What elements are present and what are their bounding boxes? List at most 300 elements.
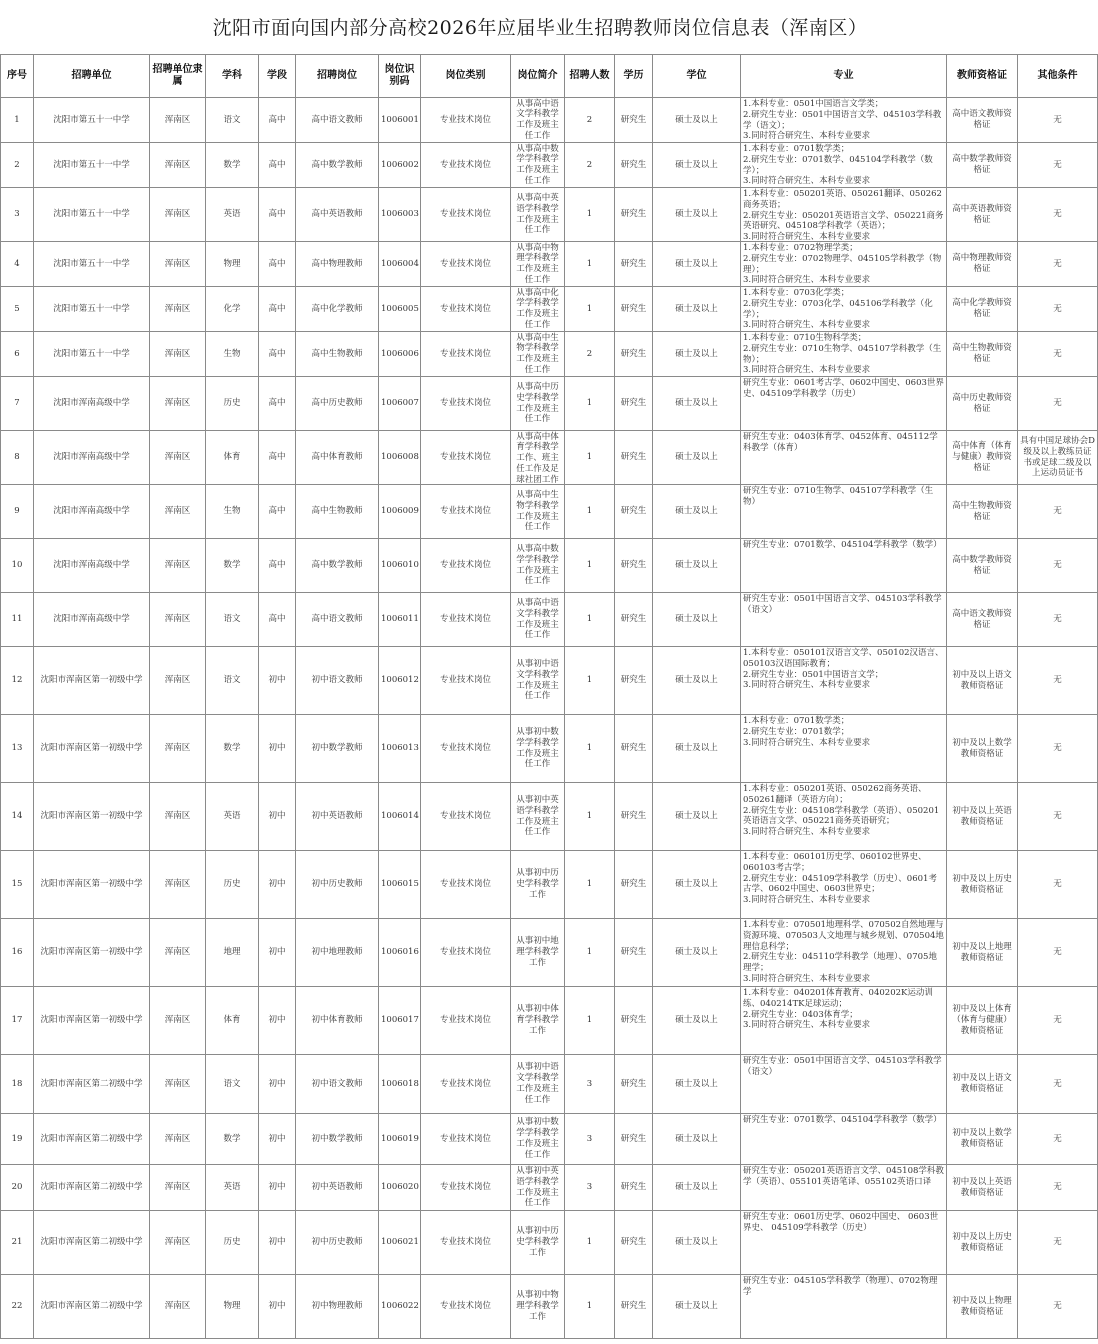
cell-edu (615, 1114, 653, 1165)
cell-text: 1006010 (381, 560, 419, 571)
cell-text: 1006018 (381, 1078, 419, 1089)
cell-text: 硕士及以上 (675, 560, 718, 571)
cell-text: 高中语文教师 (311, 614, 363, 625)
cell-intro (511, 1211, 565, 1275)
cell-text: 初中 (268, 743, 286, 754)
cell-unit (34, 1114, 150, 1165)
cell-no (1, 143, 34, 188)
cell-text: 1.本科专业：050201英语、050261翻译、050262商务英语； 2.研究生专业：050201英语语言文学、050221商务英语研究、045108学科教学（英语）； 3.同时符合研究生、本科专业要求 (743, 189, 944, 243)
cell-cert (947, 1165, 1018, 1211)
cell-text: 浑南区 (164, 303, 191, 314)
cell-subject (206, 485, 259, 539)
cell-other (1018, 715, 1098, 783)
cell-text: 沈阳市浑南区第二初级中学 (40, 1237, 143, 1248)
cell-text: 1 (586, 947, 593, 958)
cell-text: 专业技术岗位 (439, 398, 491, 409)
cell-text: 初中 (268, 1301, 286, 1312)
cell-subject (206, 715, 259, 783)
cell-text: 高中 (268, 159, 286, 170)
cell-cert (947, 431, 1018, 485)
cell-cert (947, 332, 1018, 377)
cell-text: 沈阳市浑南区第一初级中学 (40, 947, 143, 958)
cell-edu (615, 919, 653, 987)
cell-text: 高中历史教师 (311, 398, 363, 409)
table-row (1, 188, 1098, 242)
cell-text: 专业技术岗位 (439, 452, 491, 463)
cell-no (1, 647, 34, 715)
cell-cert (947, 987, 1018, 1055)
cell-text: 1006012 (381, 675, 419, 686)
cell-subject (206, 593, 259, 647)
cell-major (741, 332, 947, 377)
cell-text: 从事初中英语学科教学工作及班主任工作 (516, 1165, 559, 1209)
cell-count (565, 1055, 615, 1114)
cell-text: 浑南区 (164, 159, 191, 170)
cell-text: 浑南区 (164, 560, 191, 571)
cell-cert (947, 377, 1018, 431)
cell-text: 高中 (268, 452, 286, 463)
cell-other (1018, 1211, 1098, 1275)
cell-text: 1 (586, 1015, 593, 1026)
cell-belong (150, 1114, 206, 1165)
cell-unit (34, 98, 150, 143)
cell-text: 1 (586, 614, 593, 625)
cell-cert (947, 485, 1018, 539)
cell-edu (615, 851, 653, 919)
cell-text: 从事初中数学学科教学工作及班主任工作 (516, 1117, 559, 1160)
cell-post (296, 377, 379, 431)
cell-category (421, 919, 511, 987)
column-header: 序号 (1, 55, 34, 98)
cell-text: 浑南区 (164, 1182, 191, 1193)
cell-edu (615, 783, 653, 851)
cell-intro (511, 539, 565, 593)
cell-text: 1.本科专业：070501地理科学、070502自然地理与资源环境、070503人文地理与城乡规划、070504地理信息科学； 2.研究生专业：045110学科教学（地理）、0705地理学； 3.同时符合研究生、本科专业要求 (743, 920, 944, 984)
cell-major (741, 431, 947, 485)
cell-text: 浑南区 (164, 1078, 191, 1089)
cell-degree (653, 1114, 741, 1165)
cell-text: 研究生 (620, 1015, 647, 1026)
cell-text: 硕士及以上 (675, 398, 718, 409)
cell-major (741, 715, 947, 783)
cell-text: 1.本科专业：050101汉语言文学、050102汉语言、050103汉语国际教育； 2.研究生专业：0501中国语言文学； 3.同时符合研究生、本科专业要求 (743, 648, 944, 691)
cell-text: 高中数学教师资格证 (952, 554, 1012, 576)
cell-stage (259, 98, 296, 143)
cell-text: 1 (586, 879, 593, 890)
cell-text: 无 (1053, 560, 1062, 571)
cell-edu (615, 98, 653, 143)
cell-cert (947, 783, 1018, 851)
cell-text: 沈阳市浑南区第一初级中学 (40, 675, 143, 686)
cell-count (565, 431, 615, 485)
cell-code (379, 647, 421, 715)
cell-degree (653, 143, 741, 188)
cell-stage (259, 287, 296, 332)
cell-other (1018, 1114, 1098, 1165)
cell-unit (34, 919, 150, 987)
cell-belong (150, 851, 206, 919)
cell-subject (206, 1275, 259, 1339)
cell-text: 高中体育教师 (311, 452, 363, 463)
cell-text: 浑南区 (164, 348, 191, 359)
cell-text: 浑南区 (164, 452, 191, 463)
cell-major (741, 287, 947, 332)
cell-text: 生物 (223, 348, 241, 359)
cell-text: 初中及以上数学教师资格证 (952, 737, 1012, 759)
cell-intro (511, 485, 565, 539)
cell-text: 高中 (268, 560, 286, 571)
cell-edu (615, 188, 653, 242)
cell-category (421, 1055, 511, 1114)
cell-stage (259, 1275, 296, 1339)
cell-other (1018, 242, 1098, 287)
cell-cert (947, 919, 1018, 987)
cell-stage (259, 377, 296, 431)
cell-subject (206, 1211, 259, 1275)
cell-cert (947, 98, 1018, 143)
cell-unit (34, 431, 150, 485)
cell-text: 硕士及以上 (675, 303, 718, 314)
cell-category (421, 377, 511, 431)
cell-text: 专业技术岗位 (439, 1133, 491, 1144)
cell-degree (653, 287, 741, 332)
cell-major (741, 485, 947, 539)
cell-other (1018, 377, 1098, 431)
cell-text: 12 (11, 675, 23, 686)
cell-other (1018, 919, 1098, 987)
cell-major (741, 783, 947, 851)
cell-belong (150, 1211, 206, 1275)
cell-stage (259, 143, 296, 188)
table-row (1, 539, 1098, 593)
cell-text: 无 (1053, 947, 1062, 958)
cell-text: 高中生物教师资格证 (952, 343, 1012, 364)
cell-post (296, 593, 379, 647)
cell-text: 4 (14, 258, 20, 269)
column-header: 岗位类别 (421, 55, 511, 98)
cell-text: 初中及以上地理教师资格证 (952, 941, 1012, 963)
cell-post (296, 851, 379, 919)
cell-no (1, 987, 34, 1055)
cell-text: 硕士及以上 (675, 743, 718, 754)
cell-text: 1006005 (381, 303, 419, 314)
cell-subject (206, 287, 259, 332)
cell-text: 专业技术岗位 (439, 1237, 491, 1248)
cell-count (565, 377, 615, 431)
cell-text: 沈阳市第五十一中学 (53, 258, 130, 269)
cell-count (565, 1114, 615, 1165)
cell-stage (259, 851, 296, 919)
cell-text: 1 (14, 114, 20, 125)
cell-text: 1006006 (381, 348, 419, 359)
cell-text: 沈阳市浑南高级中学 (53, 398, 130, 409)
cell-unit (34, 332, 150, 377)
cell-text: 1006015 (381, 879, 419, 890)
cell-text: 浑南区 (164, 675, 191, 686)
cell-degree (653, 1165, 741, 1211)
cell-text: 1006003 (381, 209, 419, 220)
cell-degree (653, 431, 741, 485)
cell-text: 初中英语教师 (311, 811, 363, 822)
cell-text: 1006016 (381, 947, 419, 958)
cell-text: 浑南区 (164, 614, 191, 625)
cell-text: 高中数学教师 (311, 560, 363, 571)
cell-category (421, 593, 511, 647)
cell-text: 研究生 (620, 675, 647, 686)
table-row (1, 715, 1098, 783)
cell-edu (615, 143, 653, 188)
cell-degree (653, 715, 741, 783)
cell-text: 专业技术岗位 (439, 506, 491, 517)
cell-text: 无 (1053, 303, 1062, 314)
cell-count (565, 987, 615, 1055)
cell-unit (34, 143, 150, 188)
cell-no (1, 332, 34, 377)
cell-text: 英语 (223, 209, 241, 220)
cell-intro (511, 783, 565, 851)
cell-subject (206, 1165, 259, 1211)
cell-text: 硕士及以上 (675, 1078, 718, 1089)
cell-no (1, 919, 34, 987)
cell-count (565, 647, 615, 715)
cell-text: 专业技术岗位 (439, 811, 491, 822)
cell-intro (511, 647, 565, 715)
column-header: 招聘单位 (34, 55, 150, 98)
cell-edu (615, 647, 653, 715)
cell-major (741, 98, 947, 143)
cell-text: 研究生 (620, 560, 647, 571)
cell-text: 浑南区 (164, 209, 191, 220)
cell-text: 研究生 (620, 1133, 647, 1144)
cell-subject (206, 647, 259, 715)
table-row (1, 1275, 1098, 1339)
cell-text: 专业技术岗位 (439, 614, 491, 625)
column-header: 其他条件 (1018, 55, 1098, 98)
column-header: 教师资格证 (947, 55, 1018, 98)
table-row (1, 332, 1098, 377)
cell-major (741, 851, 947, 919)
cell-cert (947, 647, 1018, 715)
cell-text: 初中 (268, 811, 286, 822)
cell-stage (259, 647, 296, 715)
cell-text: 14 (11, 811, 23, 822)
cell-text: 研究生专业：0710生物学、045107学科教学（生物） (743, 486, 934, 507)
cell-text: 研究生 (620, 811, 647, 822)
cell-subject (206, 851, 259, 919)
cell-edu (615, 987, 653, 1055)
cell-text: 9 (14, 506, 20, 517)
cell-text: 研究生 (620, 1182, 647, 1193)
cell-category (421, 783, 511, 851)
cell-text: 专业技术岗位 (439, 114, 491, 125)
cell-count (565, 783, 615, 851)
cell-text: 1.本科专业：050201英语、050262商务英语、050261翻译（英语方向）； 2.研究生专业：045108学科教学（英语）、050201英语语言文学、050221商务英语研究； 3.同时符合研究生、本科专业要求 (743, 784, 940, 838)
cell-edu (615, 1165, 653, 1211)
cell-intro (511, 1055, 565, 1114)
cell-degree (653, 851, 741, 919)
cell-other (1018, 593, 1098, 647)
cell-text: 硕士及以上 (675, 209, 718, 220)
cell-post (296, 242, 379, 287)
cell-text: 1.本科专业：0501中国语言文学类； 2.研究生专业：0501中国语言文学、045103学科教学（语文）； 3.同时符合研究生、本科专业要求 (743, 99, 942, 142)
cell-major (741, 377, 947, 431)
cell-text: 浑南区 (164, 1237, 191, 1248)
cell-category (421, 1114, 511, 1165)
cell-text: 高中物理教师资格证 (952, 253, 1012, 274)
cell-no (1, 715, 34, 783)
cell-code (379, 485, 421, 539)
cell-category (421, 485, 511, 539)
cell-text: 英语 (223, 811, 241, 822)
cell-belong (150, 485, 206, 539)
cell-text: 研究生专业：045105学科教学（物理）、0702物理学 (743, 1276, 938, 1297)
cell-text: 1006017 (381, 1015, 419, 1026)
table-row (1, 1165, 1098, 1211)
cell-text: 体育 (223, 452, 241, 463)
cell-text: 1.本科专业：0701数学类； 2.研究生专业：0701数学、045104学科教学（数学）； 3.同时符合研究生、本科专业要求 (743, 144, 933, 187)
cell-stage (259, 431, 296, 485)
cell-major (741, 1165, 947, 1211)
cell-no (1, 1055, 34, 1114)
cell-post (296, 431, 379, 485)
page-title: 沈阳市面向国内部分高校2026年应届毕业生招聘教师岗位信息表（浑南区） (212, 17, 868, 39)
cell-stage (259, 485, 296, 539)
cell-belong (150, 287, 206, 332)
cell-subject (206, 377, 259, 431)
cell-text: 硕士及以上 (675, 879, 718, 890)
cell-edu (615, 332, 653, 377)
cell-text: 1006007 (381, 398, 419, 409)
cell-other (1018, 1275, 1098, 1339)
cell-text: 浑南区 (164, 258, 191, 269)
cell-no (1, 242, 34, 287)
cell-text: 19 (11, 1133, 23, 1144)
cell-text: 初中体育教师 (311, 1015, 363, 1026)
cell-text: 研究生 (620, 506, 647, 517)
cell-text: 1.本科专业：040201体育教育、040202K运动训练、040214TK足球运动； 2.研究生专业：0403体育学； 3.同时符合研究生、本科专业要求 (743, 988, 933, 1031)
cell-no (1, 98, 34, 143)
cell-text: 无 (1053, 1078, 1062, 1089)
cell-subject (206, 987, 259, 1055)
cell-text: 从事初中地理学科教学工作 (516, 936, 559, 968)
cell-text: 1 (586, 506, 593, 517)
cell-stage (259, 715, 296, 783)
cell-other (1018, 98, 1098, 143)
cell-text: 高中语文教师 (311, 114, 363, 125)
cell-unit (34, 1275, 150, 1339)
cell-text: 无 (1053, 1301, 1062, 1312)
cell-text: 1 (586, 560, 593, 571)
cell-text: 1 (586, 209, 593, 220)
cell-text: 历史 (223, 879, 241, 890)
cell-cert (947, 1055, 1018, 1114)
cell-belong (150, 431, 206, 485)
cell-belong (150, 1055, 206, 1114)
cell-text: 研究生 (620, 209, 647, 220)
cell-no (1, 1114, 34, 1165)
cell-subject (206, 98, 259, 143)
cell-category (421, 287, 511, 332)
cell-text: 3 (586, 1182, 593, 1193)
cell-text: 从事初中物理学科教学工作 (516, 1290, 559, 1322)
cell-intro (511, 593, 565, 647)
cell-no (1, 431, 34, 485)
column-header: 学段 (259, 55, 296, 98)
cell-count (565, 919, 615, 987)
cell-text: 浑南区 (164, 114, 191, 125)
cell-stage (259, 1211, 296, 1275)
cell-category (421, 1275, 511, 1339)
cell-degree (653, 377, 741, 431)
table-row (1, 919, 1098, 987)
cell-degree (653, 332, 741, 377)
cell-text: 沈阳市第五十一中学 (53, 303, 130, 314)
cell-text: 研究生 (620, 1237, 647, 1248)
cell-text: 硕士及以上 (675, 348, 718, 359)
cell-text: 数学 (223, 560, 241, 571)
cell-code (379, 377, 421, 431)
cell-code (379, 1165, 421, 1211)
cell-text: 研究生专业：0501中国语言文学、045103学科教学（语文） (743, 1056, 942, 1077)
cell-text: 初中及以上英语教师资格证 (952, 805, 1012, 827)
cell-text: 18 (11, 1078, 23, 1089)
cell-text: 从事高中体育学科教学工作、班主任工作及足球社团工作 (516, 431, 559, 485)
cell-text: 5 (14, 303, 20, 314)
cell-no (1, 377, 34, 431)
cell-major (741, 593, 947, 647)
cell-text: 初中 (268, 947, 286, 958)
cell-text: 专业技术岗位 (439, 1078, 491, 1089)
cell-text: 专业技术岗位 (439, 303, 491, 314)
cell-code (379, 287, 421, 332)
cell-stage (259, 919, 296, 987)
cell-text: 初中及以上体育（体育与健康）教师资格证 (952, 1004, 1012, 1036)
table-row (1, 485, 1098, 539)
cell-belong (150, 539, 206, 593)
cell-count (565, 1165, 615, 1211)
cell-text: 研究生 (620, 1301, 647, 1312)
cell-intro (511, 1114, 565, 1165)
cell-text: 初中及以上语文教师资格证 (952, 669, 1012, 691)
cell-cert (947, 1211, 1018, 1275)
cell-text: 1.本科专业：0710生物科学类； 2.研究生专业：0710生物学、045107学科教学（生物）； 3.同时符合研究生、本科专业要求 (743, 333, 942, 376)
cell-text: 从事高中物理学科教学工作及班主任工作 (516, 242, 559, 285)
cell-text: 高中历史教师资格证 (952, 392, 1012, 414)
cell-text: 初中及以上英语教师资格证 (952, 1176, 1012, 1198)
cell-belong (150, 783, 206, 851)
cell-category (421, 1165, 511, 1211)
cell-text: 生物 (223, 506, 241, 517)
cell-degree (653, 1211, 741, 1275)
cell-other (1018, 287, 1098, 332)
table-row (1, 1114, 1098, 1165)
cell-edu (615, 593, 653, 647)
cell-stage (259, 332, 296, 377)
cell-major (741, 242, 947, 287)
cell-text: 英语 (223, 1182, 241, 1193)
cell-code (379, 1211, 421, 1275)
cell-major (741, 1211, 947, 1275)
cell-post (296, 188, 379, 242)
cell-stage (259, 188, 296, 242)
cell-text: 无 (1053, 811, 1062, 822)
cell-text: 专业技术岗位 (439, 675, 491, 686)
cell-text: 从事高中化学学科教学工作及班主任工作 (516, 287, 559, 330)
cell-post (296, 332, 379, 377)
cell-text: 无 (1053, 1133, 1062, 1144)
cell-text: 初中历史教师 (311, 879, 363, 890)
cell-text: 沈阳市浑南区第二初级中学 (40, 1133, 143, 1144)
